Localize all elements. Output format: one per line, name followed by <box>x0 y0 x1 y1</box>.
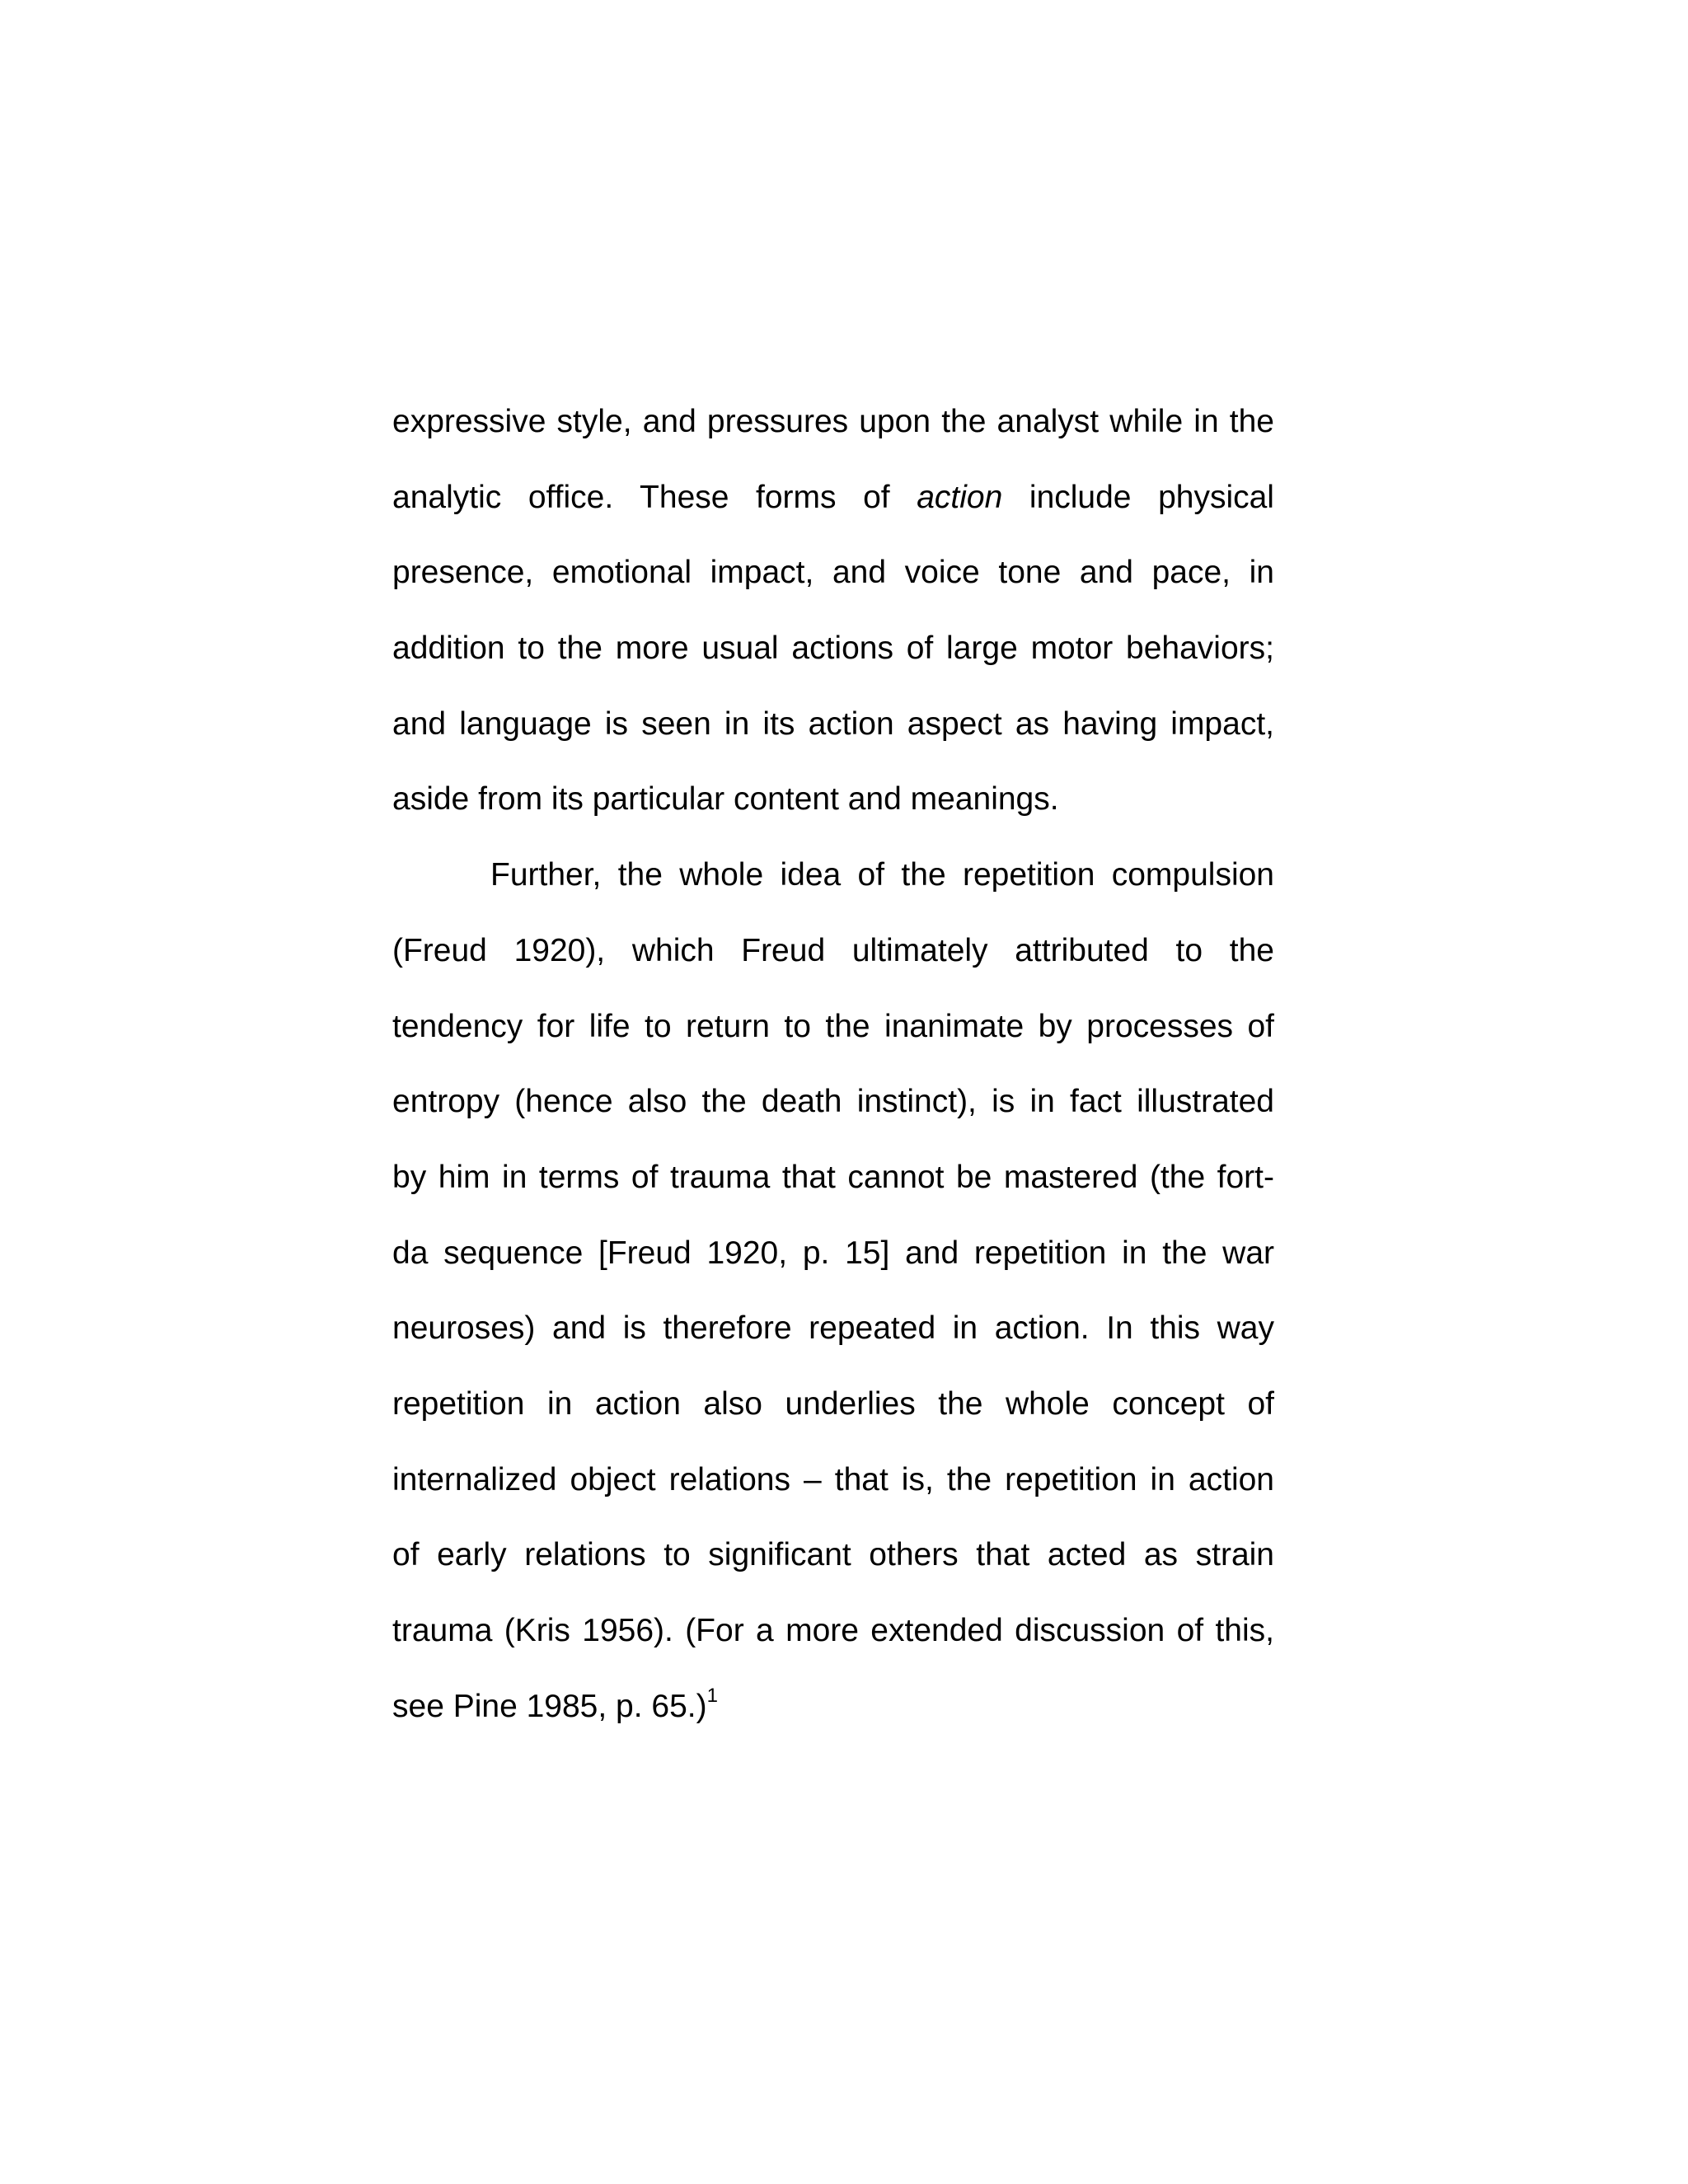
footnote-marker: 1 <box>706 1684 718 1707</box>
text-line <box>392 460 1274 536</box>
text-line: expressive style, and pressures upon the analyst while in the <box>392 404 1274 439</box>
text-line: entropy (hence also the death instinct), is in fact illustrated <box>392 1084 1274 1120</box>
text-run: include physical <box>1002 479 1274 515</box>
text-line: internalized object relations – that is, the repetition in action <box>392 1461 1274 1497</box>
text-line: (Freud 1920), which Freud ultimately attributed to the <box>392 932 1274 968</box>
text-line: da sequence [Freud 1920, p. 15] and repetition in the war <box>392 1235 1274 1271</box>
text-line: of early relations to significant others that acted as strain <box>392 1537 1274 1573</box>
text-run: see Pine 1985, p. 65.) <box>392 1688 707 1724</box>
text-line: neuroses) and is therefore repeated in action. In this way <box>392 1310 1274 1347</box>
paragraph-1 <box>392 384 1274 837</box>
emphasized-word: action <box>917 479 1003 515</box>
text-line: trauma (Kris 1956). (For a more extended discussion of this, <box>392 1613 1274 1648</box>
text-line: aside from its particular content and meanings. <box>392 781 1059 818</box>
text-run: analytic office. These forms of <box>392 479 917 515</box>
text-line <box>392 1669 1274 1745</box>
text-line: tendency for life to return to the inanimate by processes of <box>392 1008 1274 1044</box>
paragraph-2 <box>392 837 1274 1744</box>
text-line: presence, emotional impact, and voice tone and pace, in <box>392 555 1274 591</box>
text-line: and language is seen in its action aspect as having impact, <box>392 705 1274 742</box>
body-text <box>392 384 1274 1744</box>
text-line: repetition in action also underlies the whole concept of <box>392 1385 1274 1422</box>
text-line: addition to the more usual actions of large motor behaviors; <box>392 630 1274 667</box>
text-line: Further, the whole idea of the repetition compulsion <box>490 857 1274 893</box>
text-line: by him in terms of trauma that cannot be mastered (the fort- <box>392 1159 1274 1195</box>
